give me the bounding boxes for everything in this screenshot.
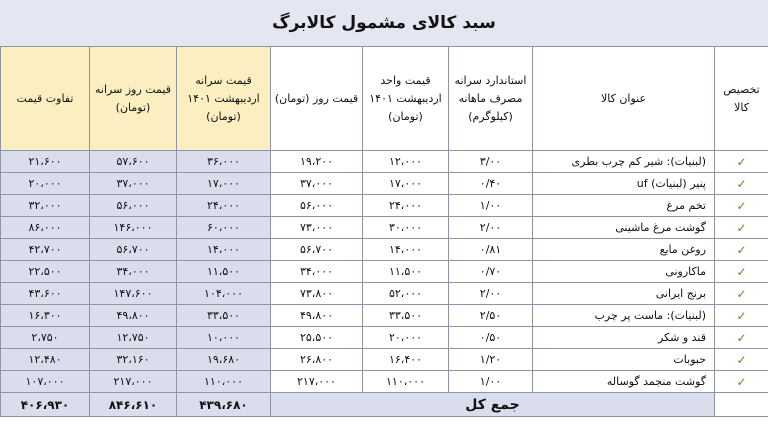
check-icon: ✓ xyxy=(715,151,768,173)
per-capita-current-cell: ۱۴۷،۶۰۰ xyxy=(90,283,177,305)
unit-price-1401-cell: ۳۰،۰۰۰ xyxy=(363,217,449,239)
item-name: قند و شکر xyxy=(533,327,715,349)
standard-cell: ۰/۴۰ xyxy=(449,173,533,195)
per-capita-1401-cell: ۶۰،۰۰۰ xyxy=(177,217,271,239)
header-standard: استاندارد سرانه مصرف ماهانه (کیلوگرم) xyxy=(449,47,533,151)
per-capita-current-cell: ۱۲،۷۵۰ xyxy=(90,327,177,349)
per-capita-1401-cell: ۱۷،۰۰۰ xyxy=(177,173,271,195)
unit-price-1401-cell: ۱۷،۰۰۰ xyxy=(363,173,449,195)
difference-cell: ۱۶،۳۰۰ xyxy=(1,305,90,327)
difference-cell: ۱۰۷،۰۰۰ xyxy=(1,371,90,393)
per-capita-current-cell: ۳۲،۱۶۰ xyxy=(90,349,177,371)
header-row xyxy=(1,47,768,151)
standard-cell: ۱/۰۰ xyxy=(449,195,533,217)
current-price-cell: ۲۱۷،۰۰۰ xyxy=(271,371,363,393)
per-capita-current-cell: ۴۹،۸۰۰ xyxy=(90,305,177,327)
table-row xyxy=(1,195,768,217)
current-price-cell: ۳۴،۰۰۰ xyxy=(271,261,363,283)
standard-cell: ۱/۰۰ xyxy=(449,371,533,393)
item-name: تخم مرغ xyxy=(533,195,715,217)
table-row xyxy=(1,173,768,195)
table-row xyxy=(1,305,768,327)
per-capita-1401-cell: ۳۶،۰۰۰ xyxy=(177,151,271,173)
check-icon: ✓ xyxy=(715,239,768,261)
per-capita-current-cell: ۵۶،۰۰۰ xyxy=(90,195,177,217)
page-title: سبد کالای مشمول کالابرگ xyxy=(0,0,768,47)
difference-cell: ۱۲،۴۸۰ xyxy=(1,349,90,371)
current-price-cell: ۱۹،۲۰۰ xyxy=(271,151,363,173)
per-capita-1401-cell: ۱۰،۰۰۰ xyxy=(177,327,271,349)
item-name: (لبنیات): ماست پر چرب xyxy=(533,305,715,327)
standard-cell: ۲/۰۰ xyxy=(449,283,533,305)
header-allocation: تخصیص کالا xyxy=(715,47,768,151)
standard-cell: ۰/۵۰ xyxy=(449,327,533,349)
per-capita-current-cell: ۳۴،۰۰۰ xyxy=(90,261,177,283)
item-name: روغن مایع xyxy=(533,239,715,261)
table-row xyxy=(1,349,768,371)
standard-cell: ۳/۰۰ xyxy=(449,151,533,173)
unit-price-1401-cell: ۲۰،۰۰۰ xyxy=(363,327,449,349)
difference-cell: ۲۱،۶۰۰ xyxy=(1,151,90,173)
per-capita-current-cell: ۵۶،۷۰۰ xyxy=(90,239,177,261)
current-price-cell: ۷۳،۰۰۰ xyxy=(271,217,363,239)
header-item-name: عنوان کالا xyxy=(533,47,715,151)
current-price-cell: ۳۷،۰۰۰ xyxy=(271,173,363,195)
header-difference: تفاوت قیمت xyxy=(1,47,90,151)
table-row xyxy=(1,371,768,393)
header-unit-price-1401: قیمت واحد اردیبهشت ۱۴۰۱ (تومان) xyxy=(363,47,449,151)
difference-cell: ۳۲،۰۰۰ xyxy=(1,195,90,217)
difference-cell: ۲،۷۵۰ xyxy=(1,327,90,349)
current-price-cell: ۲۵،۵۰۰ xyxy=(271,327,363,349)
per-capita-1401-cell: ۱۱۰،۰۰۰ xyxy=(177,371,271,393)
standard-cell: ۲/۵۰ xyxy=(449,305,533,327)
current-price-cell: ۴۹،۸۰۰ xyxy=(271,305,363,327)
totals-blank-cell xyxy=(715,393,768,417)
price-table xyxy=(0,46,768,417)
totals-label: جمع کل xyxy=(271,393,715,417)
check-icon: ✓ xyxy=(715,327,768,349)
unit-price-1401-cell: ۱۶،۴۰۰ xyxy=(363,349,449,371)
total-difference: ۴۰۶،۹۳۰ xyxy=(1,393,90,417)
per-capita-1401-cell: ۲۴،۰۰۰ xyxy=(177,195,271,217)
total-per-capita-current: ۸۴۶،۶۱۰ xyxy=(90,393,177,417)
check-icon: ✓ xyxy=(715,217,768,239)
unit-price-1401-cell: ۱۲،۰۰۰ xyxy=(363,151,449,173)
totals-row xyxy=(1,393,768,417)
standard-cell: ۰/۷۰ xyxy=(449,261,533,283)
table-row xyxy=(1,261,768,283)
unit-price-1401-cell: ۲۴،۰۰۰ xyxy=(363,195,449,217)
table-row xyxy=(1,151,768,173)
check-icon: ✓ xyxy=(715,283,768,305)
difference-cell: ۲۲،۵۰۰ xyxy=(1,261,90,283)
unit-price-1401-cell: ۱۴،۰۰۰ xyxy=(363,239,449,261)
item-name: گوشت منجمد گوساله xyxy=(533,371,715,393)
item-name: گوشت مرغ ماشینی xyxy=(533,217,715,239)
item-name: پنیر (لبنیات) uf xyxy=(533,173,715,195)
item-name: برنج ایرانی xyxy=(533,283,715,305)
difference-cell: ۲۰،۰۰۰ xyxy=(1,173,90,195)
standard-cell: ۲/۰۰ xyxy=(449,217,533,239)
per-capita-1401-cell: ۱۱،۵۰۰ xyxy=(177,261,271,283)
per-capita-1401-cell: ۱۹،۶۸۰ xyxy=(177,349,271,371)
unit-price-1401-cell: ۱۱،۵۰۰ xyxy=(363,261,449,283)
table-row xyxy=(1,239,768,261)
total-per-capita-1401: ۴۳۹،۶۸۰ xyxy=(177,393,271,417)
current-price-cell: ۲۶،۸۰۰ xyxy=(271,349,363,371)
check-icon: ✓ xyxy=(715,305,768,327)
per-capita-current-cell: ۱۴۶،۰۰۰ xyxy=(90,217,177,239)
check-icon: ✓ xyxy=(715,371,768,393)
per-capita-1401-cell: ۳۳،۵۰۰ xyxy=(177,305,271,327)
current-price-cell: ۵۶،۷۰۰ xyxy=(271,239,363,261)
header-per-capita-current: قیمت روز سرانه (تومان) xyxy=(90,47,177,151)
standard-cell: ۱/۲۰ xyxy=(449,349,533,371)
per-capita-1401-cell: ۱۴،۰۰۰ xyxy=(177,239,271,261)
standard-cell: ۰/۸۱ xyxy=(449,239,533,261)
table-row xyxy=(1,283,768,305)
unit-price-1401-cell: ۱۱۰،۰۰۰ xyxy=(363,371,449,393)
header-per-capita-1401: قیمت سرانه اردیبهشت ۱۴۰۱ (تومان) xyxy=(177,47,271,151)
check-icon: ✓ xyxy=(715,349,768,371)
difference-cell: ۸۶،۰۰۰ xyxy=(1,217,90,239)
check-icon: ✓ xyxy=(715,195,768,217)
item-name: ماکارونی xyxy=(533,261,715,283)
unit-price-1401-cell: ۵۲،۰۰۰ xyxy=(363,283,449,305)
table-row xyxy=(1,217,768,239)
per-capita-current-cell: ۲۱۷،۰۰۰ xyxy=(90,371,177,393)
current-price-cell: ۵۶،۰۰۰ xyxy=(271,195,363,217)
per-capita-current-cell: ۳۷،۰۰۰ xyxy=(90,173,177,195)
unit-price-1401-cell: ۳۳،۵۰۰ xyxy=(363,305,449,327)
difference-cell: ۴۳،۶۰۰ xyxy=(1,283,90,305)
check-icon: ✓ xyxy=(715,261,768,283)
item-name: حبوبات xyxy=(533,349,715,371)
table-row xyxy=(1,327,768,349)
per-capita-current-cell: ۵۷،۶۰۰ xyxy=(90,151,177,173)
per-capita-1401-cell: ۱۰۴،۰۰۰ xyxy=(177,283,271,305)
difference-cell: ۴۲،۷۰۰ xyxy=(1,239,90,261)
header-current-price: قیمت روز (تومان) xyxy=(271,47,363,151)
check-icon: ✓ xyxy=(715,173,768,195)
item-name: (لبنیات): شیر کم چرب بطری xyxy=(533,151,715,173)
current-price-cell: ۷۳،۸۰۰ xyxy=(271,283,363,305)
